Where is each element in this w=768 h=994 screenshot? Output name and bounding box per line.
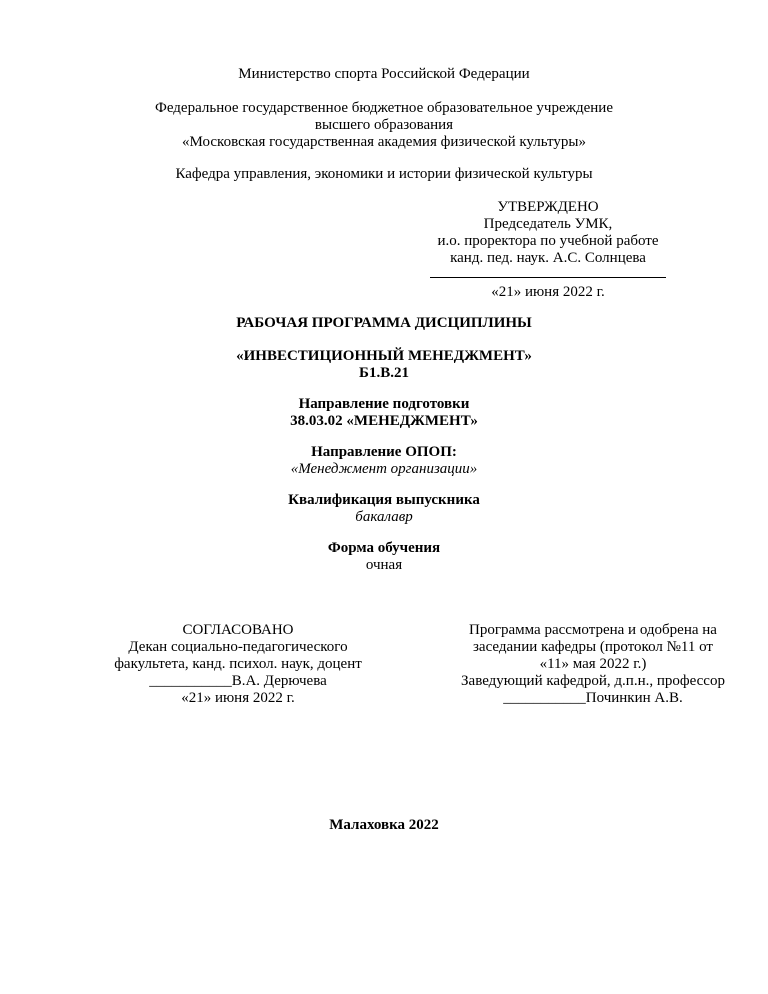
agreed-line-2: факультета, канд. психол. наук, доцент xyxy=(114,656,362,672)
department-header xyxy=(0,166,768,183)
discipline-code: Б1.В.21 xyxy=(359,365,409,381)
agreed-line-1: Декан социально-педагогического xyxy=(128,639,348,655)
agreed-title: СОГЛАСОВАНО xyxy=(182,622,294,638)
reviewed-line-1: Программа рассмотрена и одобрена на xyxy=(469,622,717,638)
discipline-block xyxy=(0,348,768,382)
institution-header xyxy=(0,100,768,151)
approval-title: УТВЕРЖДЕНО xyxy=(497,199,599,215)
reviewed-signature: ___________Починкин А.В. xyxy=(503,690,683,706)
approval-line-2: и.о. проректора по учебной работе xyxy=(437,233,659,249)
institution-line-2: высшего образования xyxy=(314,117,454,133)
opop-block xyxy=(0,444,768,478)
agreed-block xyxy=(75,622,401,707)
agreed-date: «21» июня 2022 г. xyxy=(181,690,295,706)
direction-block xyxy=(0,396,768,430)
approval-line-1: Председатель УМК, xyxy=(483,216,613,232)
reviewed-line-2: заседании кафедры (протокол №11 от xyxy=(473,639,713,655)
ministry-header xyxy=(0,66,768,83)
study-form-block xyxy=(0,540,768,574)
study-form-label: Форма обучения xyxy=(327,540,441,556)
approval-block xyxy=(430,199,666,301)
study-form-value: очная xyxy=(365,557,403,573)
institution-line-3: «Московская государственная академия физической культуры» xyxy=(182,134,586,150)
direction-label: Направление подготовки xyxy=(298,396,470,412)
reviewed-block xyxy=(445,622,741,707)
reviewed-line-3: «11» мая 2022 г.) xyxy=(539,656,647,672)
qualification-value: бакалавр xyxy=(355,509,413,525)
qualification-block xyxy=(0,492,768,526)
city-year: Малаховка 2022 xyxy=(329,817,439,833)
opop-value: «Менеджмент организации» xyxy=(290,461,478,477)
ministry-name: Министерство спорта Российской Федерации xyxy=(238,66,530,82)
qualification-label: Квалификация выпускника xyxy=(288,492,480,508)
direction-value: 38.03.02 «МЕНЕДЖМЕНТ» xyxy=(290,413,478,429)
institution-line-1: Федеральное государственное бюджетное образовательное учреждение xyxy=(154,100,613,116)
approval-signature-line xyxy=(430,267,666,278)
reviewed-line-4: Заведующий кафедрой, д.п.н., профессор xyxy=(461,673,725,689)
agreed-signature: ___________В.А. Дерючева xyxy=(149,673,327,689)
approval-date: «21» июня 2022 г. xyxy=(491,284,605,300)
discipline-name: «ИНВЕСТИЦИОННЫЙ МЕНЕДЖМЕНТ» xyxy=(236,348,532,364)
opop-label: Направление ОПОП: xyxy=(311,444,457,460)
program-title: РАБОЧАЯ ПРОГРАММА ДИСЦИПЛИНЫ xyxy=(236,315,532,331)
program-title-block xyxy=(0,315,768,332)
footer-block xyxy=(0,817,768,834)
approval-line-3: канд. пед. наук. А.С. Солнцева xyxy=(450,250,646,266)
department-name: Кафедра управления, экономики и истории физической культуры xyxy=(175,166,593,182)
